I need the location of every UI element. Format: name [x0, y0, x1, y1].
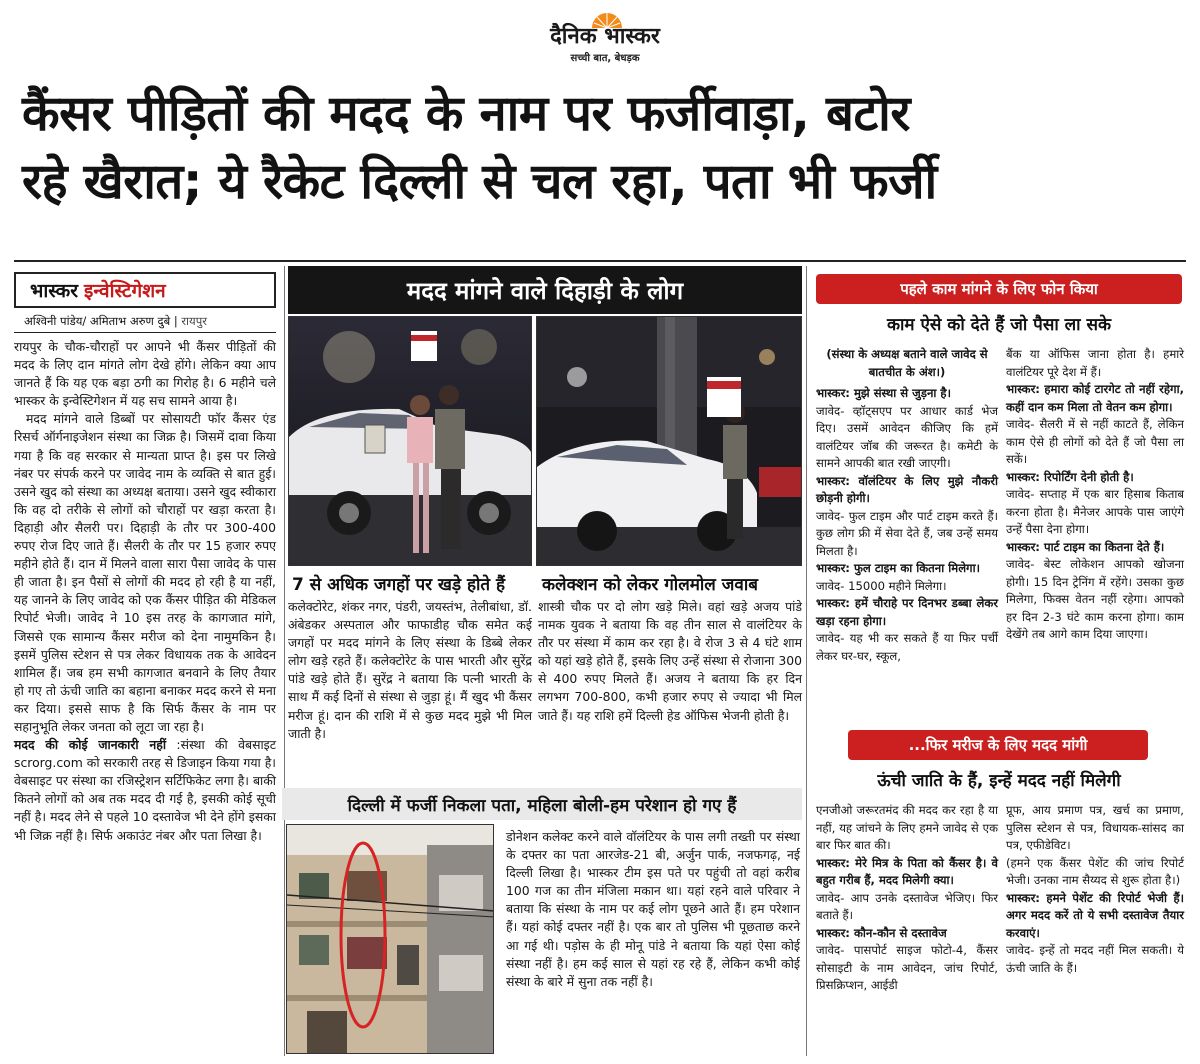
conversation-section: [812, 266, 1186, 1050]
brand-logo[interactable]: [505, 6, 705, 68]
street-photo-left-icon: [289, 317, 532, 566]
paragraph-1: रायपुर के चौक-चौराहों पर आपने भी कैंसर पीड़ितों की मदद के लिए दान मांगते लोग देखे होंगे। लेकिन क्या आप जानते हैं कि यह एक बड़ा ठगी का गिरोह है। 6 महीने चले भास्कर के इन्वेस्टिगेशन में यह सच सामने आया है।: [14, 339, 276, 409]
qa-item: (हमने एक कैंसर पेशेंट की जांच रिपोर्ट भेजी। उनका नाम सैय्यद से शुरू होता है।): [1006, 855, 1184, 887]
badge-bhaskar: भास्कर: [30, 280, 79, 302]
column-divider-right: [806, 266, 807, 1056]
delhi-text: डोनेशन कलेक्ट करने वाले वॉलंटियर के पास लगी तख्ती पर संस्था के दफ्तर का पता आरजेड-21 बी, अर्जुन पार्क, नजफगढ़, नई दिल्ली लिखा है। भास्कर टीम इस पते पर पहुंची तो वहां करीब 100 गज का तीन मंजिला मकान था। यहां रहने वाले परिवार ने बताया कि संस्था के नाम पर कई लोग पूछने आते हैं। हम परेशान हैं। यहां कोई दफ्तर नहीं है। एक बार तो पुलिस भी पूछताछ करने आ गई थी। पड़ोस के ही मोनू पांडे ने बताया कि यहां ऐसा कोई संस्था नहीं है। हम कई साल से यहां रह रहे हैं, लेकिन कभी कोई संस्था के बारे में सुना तक नहीं है।: [506, 829, 800, 989]
qa-item: एनजीओ जरूरतमंद की मदद कर रहा है या नहीं, यह जांचने के लिए हमने जावेद से एक बार फिर बात की।: [816, 803, 998, 852]
page-headline: [22, 80, 1182, 216]
qa-item: भास्कर: मेरे मित्र के पिता को कैंसर है। वे बहुत गरीब हैं, मदद मिलेगी क्या। जावेद- आप उनके दस्तावेज भेजिए। फिर बताते हैं।: [816, 855, 998, 922]
byline: अश्विनी पांडेय/ अमिताभ अरुण दुबे | रायपुर: [24, 314, 207, 328]
qa-item: भास्कर: कौन-कौन से दस्तावेज जावेद- पासपोर्ट साइज फोटो-4, कैंसर सोसाइटी के नाम आवेदन, जांच रिपोर्ट, प्रिसक्रिप्शन, आईडी: [816, 925, 998, 992]
qa-item: प्रूफ, आय प्रमाण पत्र, खर्च का प्रमाण, पुलिस स्टेशन से पत्र, विधायक-सांसद का पत्र, एफीडेविट।: [1006, 803, 1184, 852]
paragraph-3-text: :संस्था की वेबसाइट scrorg.com को सरकारी तरह से डिजाइन किया गया है। वेबसाइट पर संस्था का रजिस्ट्रेशन सर्टिफिकेट लगा है। बाकी कितने लोगों को अब तक मदद दी गई है, इसकी कोई सूची नहीं है। मदद लेने से पहले 10 दस्तावेज भी देने होंगे इसका भी जिक्र नहीं है। सिर्फ अकाउंट नंबर और पता लिखा है।: [14, 737, 276, 843]
badge-investigation: इन्वेस्टिगेशन: [84, 280, 166, 302]
paragraph-3: [14, 736, 276, 845]
qa-item: भास्कर: वॉलंटियर के लिए मुझे नौकरी छोड़नी होगी। जावेद- फुल टाइम और पार्ट टाइम करते हैं। कुछ लोग फ्री में सेवा देते हैं, जब उन्हें समय मिलता है।: [816, 473, 998, 558]
conversation-col-4: [1006, 802, 1184, 977]
delhi-section-title: दिल्ली में फर्जी निकला पता, महिला बोली-हम परेशान हो गए हैं: [282, 788, 802, 820]
photo-shastri-chowk: [536, 316, 802, 566]
headline-line-2: रहे खैरात; ये रैकेट दिल्ली से चल रहा, पता भी फर्जी: [22, 153, 937, 210]
qa-item: भास्कर: हमें चौराहे पर दिनभर डब्बा लेकर खड़ा रहना होगा। जावेद- यह भी कर सकते हैं या फिर पर्ची लेकर घर-घर, स्कूल,: [816, 596, 998, 663]
investigation-badge: [14, 272, 276, 308]
photo-section: [288, 266, 802, 782]
photo-collectorate: [288, 316, 532, 566]
building-photo-icon: [287, 825, 494, 1054]
masthead: [0, 0, 1200, 80]
conversation-col-1: [816, 346, 998, 665]
dateline-city: रायपुर: [181, 314, 207, 328]
caption-left-text: कलेक्टोरेट, शंकर नगर, पंडरी, जयस्तंभ, तेलीबांधा, डॉ. अंबेडकर अस्पताल और फाफाडीह चौक समेत कई जगहों पर मदद मांगने के लिए संस्था के डिब्बे लेकर लोग खड़े रहते हैं। कलेक्टोरेट के पास भारती और सुरेंद्र पांडे खड़े होते हैं। सुरेंद्र ने बताया कि पत्नी भारती के साथ मैं कई दिनों से संस्था से जुड़ा हूं। मैं खुद भी कैंसर मरीज हूं। दान की राशि में से कुछ मदद मुझे भी मिल जाती है।: [288, 599, 532, 741]
brand-name: दैनिक भास्कर: [550, 24, 660, 49]
paragraph-3-heading: मदद की कोई जानकारी नहीं: [14, 737, 167, 753]
conversation-col-3: [816, 802, 998, 995]
investigation-body: [14, 338, 276, 845]
qa-item: भास्कर: फुल टाइम का कितना मिलेगा। जावेद- 15000 महीने मिलेगा।: [816, 561, 980, 593]
column-divider-left: [284, 266, 285, 1056]
photo-delhi-building: [286, 824, 494, 1054]
subhead-patient-help: ऊंची जाति के हैं, इन्हें मदद नहीं मिलेगी: [877, 771, 1121, 791]
qa-item: बैंक या ऑफिस जाना होता है। हमारे वालंटियर पूरे देश में हैं।: [1006, 347, 1184, 379]
byline-divider: [14, 332, 276, 333]
photo-section-title: मदद मांगने वाले दिहाड़ी के लोग: [288, 266, 802, 314]
paragraph-2: मदद मांगने वाले डिब्बों पर सोसायटी फॉर कैंसर एंड रिसर्च ऑर्गनाइजेशन संस्था का जिक्र है। जिसमें दावा किया गया है कि वह सरकार से मान्यता प्राप्त है। इस पर लिखे नंबर पर संपर्क करने पर जावेद नाम के व्यक्ति से बात हुई। उसने खुद को संस्था का अध्यक्ष बताया। उसने खुद स्वीकारा कि वह दो तरीके से लोगों को चौराहों पर खड़ा करता है। दिहाड़ी और सैलरी पर। दिहाड़ी के तौर पर 300-400 रुपए रोज दिए जाते हैं। सैलरी के तौर पर 15 हजार रुपए महीने होते हैं। दान में मिलने वाला सारा पैसा जावेद के पास ही जाता है। इन पैसों से लोगों की मदद हो रही है या नहीं, यह जानने के लिए जावेद को एक कैंसर पीड़ित की मेडिकल रिपोर्ट भेजी। जावेद ने 10 इस तरह के कागजात मांगे, जिससे एक सामान्य कैंसर मरीज को देना नामुमकिन है। इसमें पुलिस स्टेशन से पत्र लेकर विधायक तक के आवेदन शामिल हैं। जब हम सभी कागजात बनवाने के लिए तैयार हो गए तो ऊंची जाति का बहाना बनाकर मदद करने से मना कर दिया। इससे साफ है कि सिर्फ कैंसर के नाम पर सहानुभूति लेकर जनता को लूटा जा रहा है।: [14, 411, 276, 734]
caption-left-title: 7 से अधिक जगहों पर खड़े होते हैं: [292, 575, 506, 595]
qa-item: भास्कर: मुझे संस्था से जुड़ना है। जावेद- व्हॉट्सएप पर आधार कार्ड भेज दिए। उसमें आवेदन कीजिए कि हमें वालंटियर जॉब की जरूरत है। कमेटी के सामने आपकी बात रखी जाएगी।: [816, 386, 998, 470]
caption-right-title: कलेक्शन को लेकर गोलमोल जवाब: [542, 575, 758, 595]
street-photo-right-icon: [537, 317, 802, 566]
author-names: अश्विनी पांडेय/ अमिताभ अरुण दुबे: [24, 314, 171, 328]
qa-item: भास्कर: रिपोर्टिंग देनी होती है। जावेद- सप्ताह में एक बार हिसाब किताब करना होता है। मैनेजर आपके पास जाएंगे उन्हें पैसा देना होगा।: [1006, 469, 1184, 536]
qa-item: भास्कर: हमने पेशेंट की रिपोर्ट भेजी हैं। अगर मदद करें तो ये सभी दस्तावेज तैयार करवाएं। जावेद- इन्हें तो मदद नहीं मिल सकती। ये ऊंची जाति के हैं।: [1006, 890, 1184, 975]
conversation-intro: (संस्था के अध्यक्ष बताने वाले जावेद से बातचीत के अंश।): [826, 347, 988, 379]
caption-right-text: शास्त्री चौक पर दो लोग खड़े मिले। वहां खड़े अजय पांडे नामक युवक ने बताया कि वह तीन साल से वालंटियर के तौर पर संस्था में काम कर रहा है। वे रोज 3 से 4 घंटे शाम को यहां खड़े होते हैं, इसके लिए उन्हें संस्था से रोजाना 300 से 400 रुपए मिलते हैं। अजय ने बताया कि हर दिन लगभग 700-800, कभी हजार रुपए से ज्यादा भी मिल जाते हैं। यह राशि हमें दिल्ली हेड ऑफिस भेजनी होती है।: [538, 599, 802, 723]
investigation-column: [14, 266, 280, 1056]
tab-patient-help: ...फिर मरीज के लिए मदद मांगी: [848, 730, 1148, 760]
qa-item: भास्कर: हमारा कोई टारगेट तो नहीं रहेगा, कहीं दान कम मिला तो वेतन कम होगा। जावेद- सैलरी में से नहीं काटते हैं, लेकिन काम ऐसे ही लोगों को देते हैं जो पैसा ला सकें।: [1006, 382, 1184, 466]
subhead-job-call: काम ऐसे को देते हैं जो पैसा ला सके: [886, 315, 1112, 335]
conversation-col-2: [1006, 346, 1184, 644]
tab-job-call: पहले काम मांगने के लिए फोन किया: [816, 274, 1182, 304]
qa-item: भास्कर: पार्ट टाइम का कितना देते हैं। जावेद- बेस्ट लोकेशन आपको खोजना होगी। 15 दिन ट्रेनिंग में रहेंगे। उसका कुछ मिलेगा, फिक्स वेतन नहीं रहेगा। आपको हर दिन 2-3 घंटे काम करना होगा। काम देखेंगे तब आगे काम दिया जाएगा।: [1006, 539, 1184, 641]
brand-tagline: सच्ची बात, बेधड़क: [570, 53, 640, 64]
headline-line-1: कैंसर पीड़ितों की मदद के नाम पर फर्जीवाड़ा, बटोर: [22, 85, 910, 142]
headline-divider: [14, 260, 1186, 262]
